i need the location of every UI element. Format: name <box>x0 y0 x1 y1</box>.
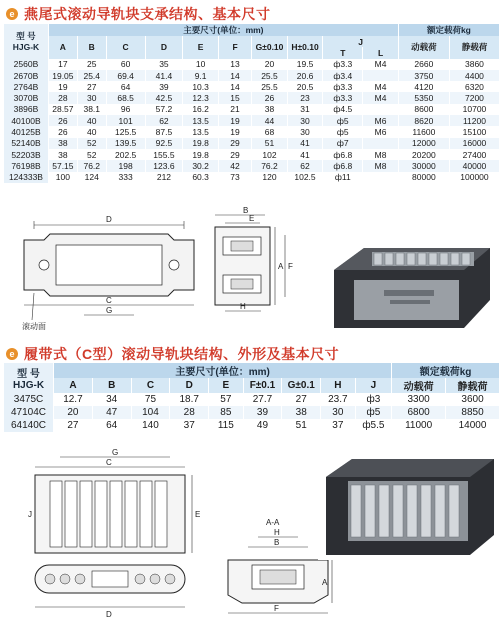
diag1-label-d: D <box>106 215 112 224</box>
value-cell: 37 <box>170 419 209 432</box>
col-header-dynamic-load: 动载荷 <box>398 36 449 59</box>
model-header-sub: HJG-K <box>12 42 40 53</box>
value-cell: 41 <box>287 149 323 160</box>
model-header-label: 型 号 <box>16 31 36 42</box>
value-cell: M4 <box>363 81 399 92</box>
value-cell: 3860 <box>449 59 499 70</box>
value-cell: 52 <box>77 149 106 160</box>
value-cell: ф6.8 <box>323 160 363 171</box>
value-cell: 68 <box>252 126 288 137</box>
diag4-label-a: A <box>322 578 328 587</box>
value-cell: 8850 <box>446 406 500 419</box>
section1-title: 燕尾式滚动导轨块支承结构、基本尺寸 <box>24 6 271 22</box>
value-cell: 19.5 <box>287 59 323 70</box>
model-cell: 2560B <box>4 59 48 70</box>
model-cell: 52140B <box>4 138 48 149</box>
value-cell: 20200 <box>398 149 449 160</box>
value-cell: 41 <box>287 138 323 149</box>
value-cell: 47 <box>92 406 131 419</box>
value-cell: 100 <box>48 172 77 183</box>
col-header-e: E <box>183 36 219 59</box>
value-cell: ф7 <box>323 138 363 149</box>
value-cell: 49 <box>243 419 282 432</box>
value-cell: ф3.3 <box>323 59 363 70</box>
value-cell: 39 <box>145 81 183 92</box>
dims-header: 主要尺寸(单位：mm) <box>48 24 398 36</box>
model-header-label: 型 号 <box>17 369 40 380</box>
value-cell: 39 <box>243 406 282 419</box>
col-header-j: J <box>355 378 392 393</box>
value-cell: 198 <box>106 160 145 171</box>
diag4-label-aa: A-A <box>266 518 280 527</box>
table-row <box>4 92 500 103</box>
col-header-g: G±0.1 <box>282 378 321 393</box>
value-cell: 9.1 <box>183 70 219 81</box>
value-cell: 140 <box>131 419 170 432</box>
value-cell: 25.5 <box>252 81 288 92</box>
model-cell: 2764B <box>4 81 48 92</box>
value-cell: 44 <box>252 115 288 126</box>
value-cell: 25 <box>77 59 106 70</box>
model-header <box>4 363 54 393</box>
value-cell: 40 <box>77 126 106 137</box>
value-cell: 30 <box>321 406 355 419</box>
value-cell: 52 <box>77 138 106 149</box>
value-cell: 96 <box>106 104 145 115</box>
section1-heading <box>6 4 271 24</box>
value-cell: 12000 <box>398 138 449 149</box>
table-row <box>4 160 500 171</box>
value-cell: 7200 <box>449 92 499 103</box>
value-cell: 34 <box>92 393 131 406</box>
dovetail-product-photo <box>324 240 496 335</box>
col-header-j: J <box>323 36 399 47</box>
value-cell: 19.05 <box>48 70 77 81</box>
value-cell: 19 <box>48 81 77 92</box>
spec-table-crawler <box>4 363 500 432</box>
value-cell: 28 <box>170 406 209 419</box>
col-header-f: F <box>218 36 251 59</box>
diag2-label-e: E <box>249 214 255 223</box>
value-cell: 15100 <box>449 126 499 137</box>
value-cell: 27 <box>77 81 106 92</box>
table-row <box>4 393 500 406</box>
value-cell: 10.3 <box>183 81 219 92</box>
table-row <box>4 59 500 70</box>
value-cell: 13.5 <box>183 115 219 126</box>
diag1-label-rolling-surface: 滚动面 <box>22 322 46 331</box>
diag3-label-d: D <box>106 610 112 619</box>
value-cell: 100000 <box>449 172 499 183</box>
value-cell: 20 <box>54 406 93 419</box>
value-cell: 11200 <box>449 115 499 126</box>
value-cell: 19 <box>218 115 251 126</box>
value-cell: 17 <box>48 59 77 70</box>
table-row <box>4 406 500 419</box>
value-cell: 102 <box>252 149 288 160</box>
value-cell: 30 <box>77 92 106 103</box>
value-cell: 87.5 <box>145 126 183 137</box>
value-cell: 76.2 <box>252 160 288 171</box>
value-cell: M4 <box>363 92 399 103</box>
value-cell: 57.15 <box>48 160 77 171</box>
col-header-dynamic-load: 动载荷 <box>392 378 446 393</box>
model-cell: 3070B <box>4 92 48 103</box>
diag4-label-f: F <box>274 604 279 613</box>
diag2-label-h: H <box>240 302 246 311</box>
value-cell <box>363 138 399 149</box>
model-header-sub: HJG-K <box>12 380 45 391</box>
col-header-c: C <box>131 378 170 393</box>
value-cell: 13.5 <box>183 126 219 137</box>
value-cell: 38 <box>252 104 288 115</box>
value-cell: 75 <box>131 393 170 406</box>
diag2-label-f: F <box>288 262 293 271</box>
value-cell: 155.5 <box>145 149 183 160</box>
value-cell: 42 <box>218 160 251 171</box>
value-cell: 16000 <box>449 138 499 149</box>
table-row <box>4 70 500 81</box>
value-cell: 38 <box>282 406 321 419</box>
value-cell: 57.2 <box>145 104 183 115</box>
dovetail-top-view-diagram <box>4 205 204 335</box>
value-cell: 202.5 <box>106 149 145 160</box>
value-cell: 333 <box>106 172 145 183</box>
value-cell: ф3.4 <box>323 70 363 81</box>
spec-table-dovetail <box>4 24 500 183</box>
value-cell: 26 <box>48 115 77 126</box>
value-cell: 101 <box>106 115 145 126</box>
load-header: 额定载荷kg <box>398 24 499 36</box>
diag3-label-j: J <box>28 510 32 519</box>
value-cell: 12.7 <box>54 393 93 406</box>
value-cell: 3300 <box>392 393 446 406</box>
value-cell: 85 <box>209 406 243 419</box>
table-row <box>4 149 500 160</box>
table-row <box>4 126 500 137</box>
value-cell: 115 <box>209 419 243 432</box>
value-cell: 20 <box>252 59 288 70</box>
diag3-label-c: C <box>106 458 112 467</box>
value-cell: 139.5 <box>106 138 145 149</box>
value-cell: 25.5 <box>252 70 288 81</box>
value-cell <box>363 70 399 81</box>
diag3-label-e: E <box>195 510 201 519</box>
value-cell: 37 <box>321 419 355 432</box>
value-cell: 23 <box>287 92 323 103</box>
value-cell: 27400 <box>449 149 499 160</box>
value-cell: 40000 <box>449 160 499 171</box>
value-cell: 14 <box>218 70 251 81</box>
section-bullet-icon: e <box>6 8 18 20</box>
value-cell: 64 <box>106 81 145 92</box>
table-row <box>4 172 500 183</box>
value-cell: 62 <box>145 115 183 126</box>
col-header-d: D <box>145 36 183 59</box>
value-cell: 13 <box>218 59 251 70</box>
value-cell: 38.1 <box>77 104 106 115</box>
dovetail-section-view-diagram <box>205 205 300 320</box>
crawler-product-photo <box>318 455 500 560</box>
model-cell: 64140C <box>4 419 54 432</box>
value-cell: 76.2 <box>77 160 106 171</box>
value-cell: 3750 <box>398 70 449 81</box>
table-row <box>4 104 500 115</box>
table-row <box>4 115 500 126</box>
table-row <box>4 138 500 149</box>
table-row <box>4 81 500 92</box>
value-cell: 12.3 <box>183 92 219 103</box>
value-cell: 19.8 <box>183 138 219 149</box>
value-cell: 31 <box>287 104 323 115</box>
value-cell: 64 <box>92 419 131 432</box>
value-cell: 20.5 <box>287 81 323 92</box>
table-row <box>4 419 500 432</box>
value-cell: ф11 <box>323 172 363 183</box>
value-cell: 14 <box>218 81 251 92</box>
col-header-b: B <box>92 378 131 393</box>
model-cell: 3896B <box>4 104 48 115</box>
model-cell: 3475C <box>4 393 54 406</box>
model-cell: 40125B <box>4 126 48 137</box>
value-cell: 41.4 <box>145 70 183 81</box>
value-cell: 30.2 <box>183 160 219 171</box>
col-header-static-load: 静载荷 <box>449 36 499 59</box>
value-cell: 6800 <box>392 406 446 419</box>
value-cell: 6320 <box>449 81 499 92</box>
value-cell: 20.6 <box>287 70 323 81</box>
section2-heading <box>6 344 339 364</box>
value-cell: 28.57 <box>48 104 77 115</box>
value-cell: 102.5 <box>287 172 323 183</box>
value-cell: ф5.5 <box>355 419 392 432</box>
model-cell: 40100B <box>4 115 48 126</box>
section2-title: 履带式（C型）滚动导轨块结构、外形及基本尺寸 <box>24 346 340 362</box>
col-header-a: A <box>48 36 77 59</box>
col-header-static-load: 静载荷 <box>446 378 500 393</box>
diag3-label-g: G <box>112 448 119 457</box>
value-cell: 125.5 <box>106 126 145 137</box>
section-bullet-icon: e <box>6 348 18 360</box>
diag2-label-a: A <box>278 262 284 271</box>
model-cell: 2670B <box>4 70 48 81</box>
value-cell: 8620 <box>398 115 449 126</box>
value-cell: 29 <box>218 138 251 149</box>
col-subheader-l: L <box>363 47 399 58</box>
value-cell: ф6.8 <box>323 149 363 160</box>
value-cell: 15 <box>218 92 251 103</box>
value-cell: 19.8 <box>183 149 219 160</box>
diag1-label-g: G <box>106 306 113 315</box>
value-cell: 30 <box>287 126 323 137</box>
value-cell: M6 <box>363 115 399 126</box>
value-cell: M8 <box>363 149 399 160</box>
value-cell: 23.7 <box>321 393 355 406</box>
value-cell: 42.5 <box>145 92 183 103</box>
value-cell: 10 <box>183 59 219 70</box>
value-cell: 120 <box>252 172 288 183</box>
value-cell: 60 <box>106 59 145 70</box>
value-cell: 68.5 <box>106 92 145 103</box>
value-cell: 62 <box>287 160 323 171</box>
value-cell: 3600 <box>446 393 500 406</box>
model-cell: 52203B <box>4 149 48 160</box>
value-cell: 19 <box>218 126 251 137</box>
col-header-h: H±0.10 <box>287 36 323 59</box>
value-cell: 27.7 <box>243 393 282 406</box>
model-cell: 76198B <box>4 160 48 171</box>
model-header <box>4 24 48 59</box>
value-cell: 21 <box>218 104 251 115</box>
diag4-label-b: B <box>274 538 280 547</box>
value-cell: 8600 <box>398 104 449 115</box>
col-header-f: F±0.1 <box>243 378 282 393</box>
crawler-top-view-diagram <box>20 445 205 625</box>
value-cell: 27 <box>54 419 93 432</box>
value-cell: 26 <box>48 126 77 137</box>
value-cell: ф3 <box>355 393 392 406</box>
value-cell: 28 <box>48 92 77 103</box>
load-header: 额定载荷kg <box>392 363 500 378</box>
value-cell <box>363 172 399 183</box>
value-cell: 35 <box>145 59 183 70</box>
value-cell: 4120 <box>398 81 449 92</box>
col-subheader-t: T <box>323 47 363 58</box>
value-cell: 11600 <box>398 126 449 137</box>
value-cell: 124 <box>77 172 106 183</box>
model-cell: 47104C <box>4 406 54 419</box>
value-cell: 25.4 <box>77 70 106 81</box>
value-cell: 38 <box>48 149 77 160</box>
col-header-b: B <box>77 36 106 59</box>
value-cell: 123.6 <box>145 160 183 171</box>
value-cell <box>363 104 399 115</box>
value-cell: 60.3 <box>183 172 219 183</box>
value-cell: 51 <box>282 419 321 432</box>
value-cell: 14000 <box>446 419 500 432</box>
model-cell: 124333B <box>4 172 48 183</box>
value-cell: 26 <box>252 92 288 103</box>
value-cell: 5350 <box>398 92 449 103</box>
diag4-label-h: H <box>274 528 280 537</box>
col-header-d: D <box>170 378 209 393</box>
value-cell: 212 <box>145 172 183 183</box>
value-cell: 57 <box>209 393 243 406</box>
value-cell: 104 <box>131 406 170 419</box>
value-cell: 92.5 <box>145 138 183 149</box>
dims-header: 主要尺寸(单位：mm) <box>54 363 392 378</box>
diag2-label-b: B <box>243 206 249 215</box>
value-cell: ф4.5 <box>323 104 363 115</box>
value-cell: 11000 <box>392 419 446 432</box>
value-cell: ф5 <box>355 406 392 419</box>
value-cell: ф5 <box>323 115 363 126</box>
value-cell: 29 <box>218 149 251 160</box>
value-cell: 27 <box>282 393 321 406</box>
value-cell: 16.2 <box>183 104 219 115</box>
value-cell: 30000 <box>398 160 449 171</box>
value-cell: 51 <box>252 138 288 149</box>
value-cell: 40 <box>77 115 106 126</box>
value-cell: M4 <box>363 59 399 70</box>
value-cell: 4400 <box>449 70 499 81</box>
value-cell: 73 <box>218 172 251 183</box>
value-cell: 30 <box>287 115 323 126</box>
value-cell: 38 <box>48 138 77 149</box>
value-cell: M6 <box>363 126 399 137</box>
col-header-h: H <box>321 378 355 393</box>
value-cell: ф3.3 <box>323 81 363 92</box>
value-cell: M8 <box>363 160 399 171</box>
value-cell: 69.4 <box>106 70 145 81</box>
value-cell: ф3.3 <box>323 92 363 103</box>
col-header-e: E <box>209 378 243 393</box>
value-cell: 18.7 <box>170 393 209 406</box>
value-cell: 2660 <box>398 59 449 70</box>
col-header-c: C <box>106 36 145 59</box>
value-cell: 10700 <box>449 104 499 115</box>
diag1-label-c: C <box>106 296 112 305</box>
col-header-a: A <box>54 378 93 393</box>
value-cell: 80000 <box>398 172 449 183</box>
value-cell: ф5 <box>323 126 363 137</box>
col-header-g: G±0.10 <box>252 36 288 59</box>
